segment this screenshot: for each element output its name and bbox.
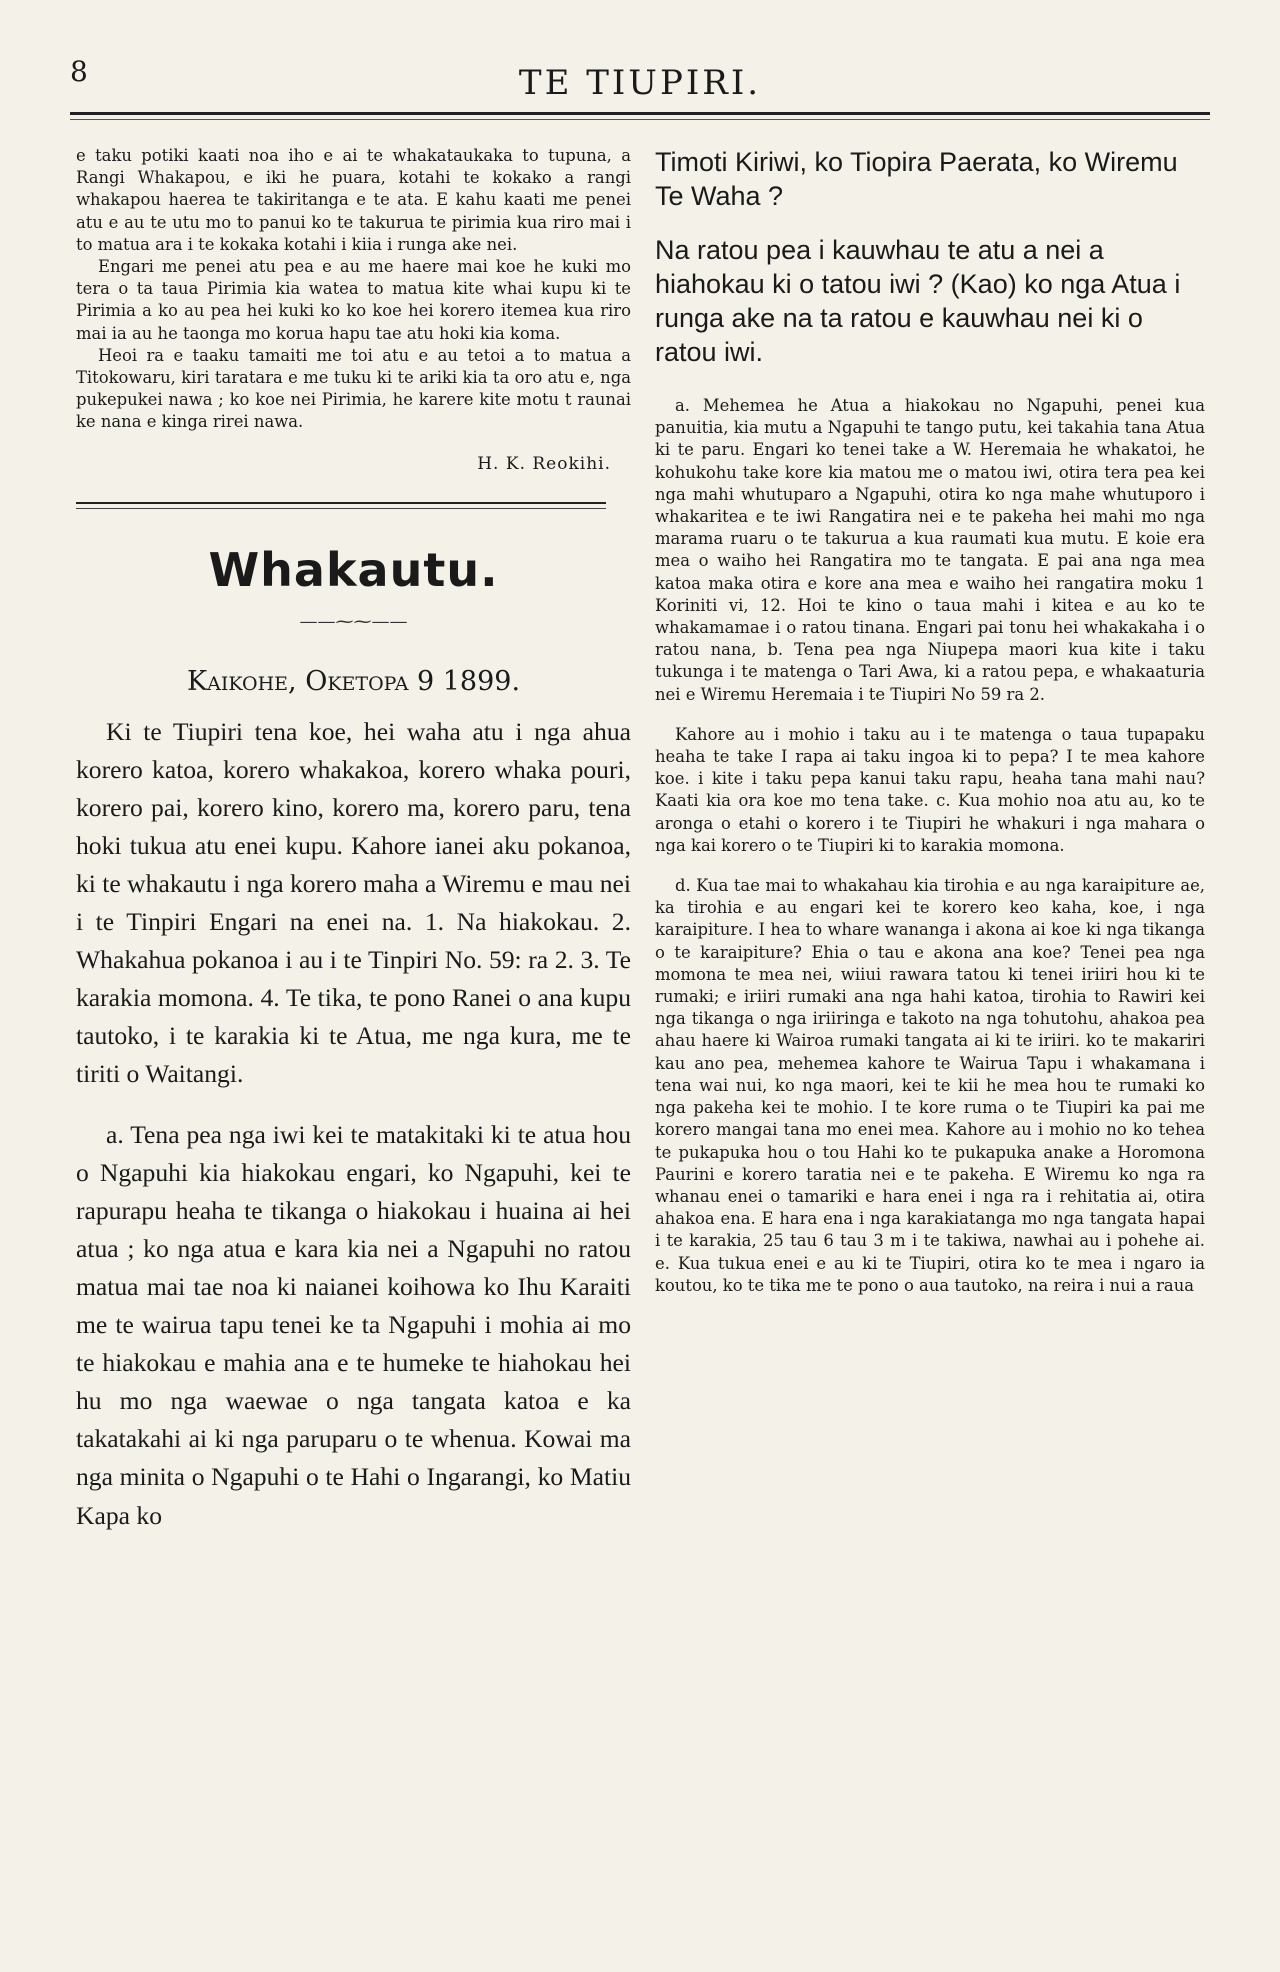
- newspaper-title: TE TIUPIRI.: [518, 63, 762, 103]
- header-rule-thin: [70, 119, 1210, 120]
- question-paragraph-1: Timoti Kiriwi, ko Tiopira Paerata, ko Wiremu Te Waha ?: [655, 147, 1178, 211]
- dateline: Kaikohe, Oketopa 9 1899.: [186, 665, 521, 697]
- letter-paragraph-1: Ki te Tiupiri tena koe, hei waha atu i nga ahua korero katoa, korero whakakoa, korero whaka pouri, korero pai, korero kino, korero ma, korero paru, tena hoki tukua atu enei kupu. Kahore ianei aku pokanoa, ki te whakautu i nga korero maha a Wiremu e mau nei i te Tinpiri Engari na enei na. 1. Na hiakokau. 2. Whakahua pokanoa i au i te Tinpiri No. 59: ra 2. 3. Te karakia momona. 4. Te tika, te pono Ranei o ana kupu tautoko, i te karakia ki te Atua, me nga kura, me te tiriti o Waitangi.: [76, 716, 631, 1089]
- page-number: 8: [70, 55, 88, 88]
- left-column: [76, 145, 631, 1535]
- signature: H. K. Reokihi.: [477, 453, 611, 474]
- header-rule: [70, 112, 1210, 115]
- answer-paragraph-c: Kahore au i mohio i taku au i te matenga o taua tupapaku heaha te take I rapa ai taku ingoa ki to pepa? I te mea kahore koe. i kite i taku pepa kanui taku rapu, heaha tana mahi nau? Kaati kia ora koe mo tena take. c. Kua mohio noa atu au, ko te aronga o etahi o korero i te Tiupiri he whakuri i nga mahara o nga kai korero o te Tiupiri ki to karakia momona.: [655, 724, 1205, 855]
- page-header: [70, 55, 1210, 115]
- section-heading: Whakautu.: [208, 542, 499, 597]
- section-divider: [76, 502, 606, 504]
- answer-paragraph-a: a. Mehemea he Atua a hiakokau no Ngapuhi, penei kua panuitia, kia mutu a Ngapuhi te tango putu, kei takahia tana Atua ki te paru. Engari ko tenei take a W. Heremaia he whakatoi, he kohukohu take kore kia matou me o matou iwi, otira tera pea kei nga mahi whutuparo a Ngapuhi, otira ko nga mahe whutuporo i whakaritea e te iwi Rangatira nei e te pakeha hei mahi mo nga marama ruaru o te takurua a kua raumati kua mutu. E koie era mea o waiho hei Rangatira mo te tangata. E pai ana nga mea katoa maka otira e kore ana mea e waiho hei rangatira moku 1 Koriniti vi, 12. Hoi te kino o taua mahi i kitea e au ko te whakamamae i o ratou tinana. Engari pai tonu hei whakakaha i o ratou nana, b. Tena pea nga Niupepa maori kua kite i taku tukunga i te matenga o Tari Awa, ki a ratou pepa, e whakaaturia nei e Wiremu Heremaia i te Tiupiri No 59 ra 2.: [655, 396, 1205, 704]
- intro-paragraph-2: Engari me penei atu pea e au me haere mai koe he kuki mo tera o ta taua Pirimia kia watea to matua kite whai kupu ki te Pirimia a ko au pea hei kuki ko ko koe hei korero itemea kua riro mai ia au he taonga mo korua hapu tae atu hoki kia koma.: [76, 257, 631, 343]
- right-column: [655, 145, 1205, 1297]
- ornament-divider: ——⁓⁓——: [299, 610, 408, 632]
- question-paragraph-2: Na ratou pea i kauwhau te atu a nei a hiahokau ki o tatou iwi ? (Kao) ko nga Atua i runga ake na ta ratou e kauwhau nei ki o ratou iwi.: [655, 235, 1181, 367]
- intro-paragraph-1: e taku potiki kaati noa iho e ai te whakataukaka to tupuna, a Rangi Whakapou, e iki he puara, kotahi te kokako a rangi whakapou haerea te takiritanga e te ata. E kahu kaati me penei atu e au te utu mo to panui ko te takurua te pirimia kua riro mai i to matua ara i te kokaka kotahi i kiia i runga ake nei.: [76, 146, 631, 254]
- intro-paragraph-3: Heoi ra e taaku tamaiti me toi atu e au tetoi a to matua a Titokowaru, kiri taratara e me tuku ki te ariki kia ta oro atu e, nga pukepukei nawa ; ko koe nei Pirimia, he karere kite motu t raunai ke nana e kinga rirei nawa.: [76, 345, 631, 432]
- answer-paragraph-d: d. Kua tae mai to whakahau kia tirohia e au nga karaipiture ae, ka tirohia e au engari kei te korero keo kaha, koe, i nga karaipiture. I hea to whare wananga i akona ai koe ki nga tikanga o te karaipiture? Ehia o tau e akona ana koe? Tenei pea nga momona te mea nei, wiiui rawara tatou ki tenei iriiri hou ki te rumaki; e iriiri rumaki ana nga hahi katoa, tirohia to Rawiri kei nga tikanga o nga iriiringa e takoto na nga tohutohu, ahakoa pea ahau haere ki Wairoa rumaki tangata ai ki te iriiri. ko te makariri kau ano pea, mehemea kahore te Wairua Tapu i whakamana i tena wai nui, ko nga maori, kei te kii he mea hou te rumaki ko nga pakeha kei te mohio. I te kore ruma o te Tiupiri ka pai me korero mangai tana mo enei mea. Kahore au i mohio no ko tehea te pukapuka hou o tou Hahi ko te pukapuka anake a Horomona Paurini e korero taratia nei e te pakeha. E Wiremu ko nga ra whanau enei o tamariki e hara enei i nga ra i rehitatia ai, otira ahakoa ena. E hara ena i nga karakiatanga mo nga tangata hapai i te karakia, 25 tau 6 tau 3 m i te takiwa, nawhai au i pohehe ai. e. Kua tukua enei e au ki te Tiupiri, otira ko te mea i ngaro ia koutou, ko te tika me te pono o aua tautoko, na reira i nui a raua: [655, 876, 1205, 1295]
- section-divider-thin: [76, 508, 606, 509]
- letter-paragraph-2: a. Tena pea nga iwi kei te matakitaki ki te atua hou o Ngapuhi kia hiakokau engari, ko Ngapuhi, kei te rapurapu heaha te tikanga o hiakokau i huaina ai hei atua ; ko nga atua e kara kia nei a Ngapuhi no ratou matua mai tae noa ki naianei koihowa ko Ihu Karaiti me te wairua tapu tenei ke ta Ngapuhi i mohia ai mo te hiakokau e mahia ana e te humeke te hiahokau hei hu mo nga waewae o nga tangata katoa e ka takatakahi ai ki nga paruparu o te whenua. Kowai ma nga minita o Ngapuhi o te Hahi o Ingarangi, ko Matiu Kapa ko: [76, 1119, 631, 1530]
